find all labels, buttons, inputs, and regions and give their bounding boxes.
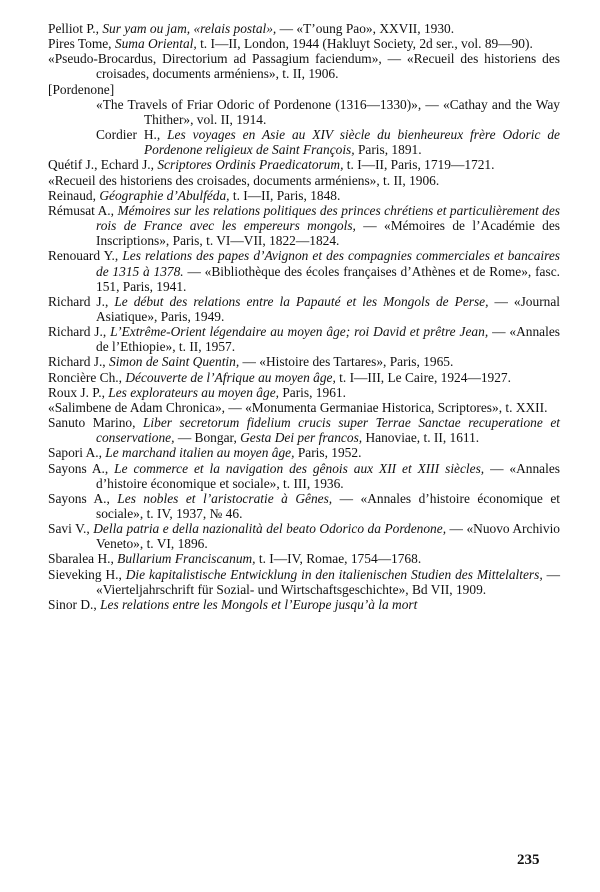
entry-text: Quétif J., Echard J., (48, 157, 158, 173)
entry-text: Pires Tome, (48, 36, 115, 52)
entry-text: Roncière Ch., (48, 369, 126, 385)
entry-text: Hanoviae, t. II, 1611. (362, 430, 480, 446)
entry-title-italic: Le marchand italien au moyen âge, (105, 445, 295, 461)
entry-text: — Bongar, (174, 430, 241, 446)
bibliography-entry (48, 173, 560, 188)
entry-title-italic: Scriptores Ordinis Praedicatorum, (157, 157, 344, 173)
entry-text: Richard J., (48, 293, 115, 309)
bibliography-entry (48, 324, 560, 354)
bibliography-entry (48, 461, 560, 491)
entry-title-italic: Sur yam ou jam, «relais postal», (102, 21, 277, 36)
entry-text: — «T’oung Pao», XXVII, 1930. (276, 21, 455, 36)
entry-title-italic: Géographie d’Abulféda, (99, 187, 230, 203)
entry-text: Rémusat A., (48, 202, 118, 218)
entry-text: Sayons A., (48, 460, 115, 476)
bibliography-subentry (48, 97, 560, 127)
entry-text: Richard J., (48, 324, 111, 340)
entry-title-italic: Le commerce et la navigation des gênois aux XII et XIII siècles, (114, 460, 485, 476)
entry-text: Sieveking H., (48, 566, 126, 582)
bibliography-entry (48, 445, 560, 460)
bibliography-entry (48, 248, 560, 293)
entry-text: «Recueil des historiens des croisades, documents arméniens», t. II, 1906. (48, 172, 440, 188)
entry-text: t. I—II, London, 1944 (Hakluyt Society, 2d ser., vol. 89—90). (196, 36, 533, 52)
entry-text: Sapori A., (48, 445, 106, 461)
entry-text: — «Vierteljahrschrift für Sozial- und Wirtschaftsgeschichte», Bd VII, 1909. (96, 566, 560, 597)
bibliography-entry (48, 415, 560, 445)
entry-title-italic: Gesta Dei per francos, (240, 430, 363, 446)
page-number: 235 (517, 852, 540, 868)
bibliography-entry (48, 82, 560, 97)
entry-text: «Salimbene de Adam Chronica», — «Monumenta Germaniae Historica, Scriptores», t. XXII. (48, 399, 548, 415)
bibliography-list (48, 21, 560, 612)
entry-text: Sayons A., (48, 490, 118, 506)
bibliography-entry (48, 385, 560, 400)
bibliography-entry (48, 294, 560, 324)
bibliography-entry (48, 521, 560, 551)
entry-text: t. I—IV, Romae, 1754—1768. (255, 551, 422, 567)
entry-text: Pelliot P., (48, 21, 103, 36)
entry-title-italic: Les explorateurs au moyen âge, (108, 384, 279, 400)
entry-title-italic: Bullarium Franciscanum, (117, 551, 256, 567)
entry-title-italic: Suma Oriental, (114, 36, 197, 52)
entry-text: Sinor D., (48, 596, 101, 612)
bibliography-entry (48, 203, 560, 248)
bibliography-entry (48, 51, 560, 81)
entry-title-italic: L’Extrême-Orient légendaire au moyen âge; roi David et prêtre Jean, (110, 324, 489, 340)
entry-title-italic: Les voyages en Asie au XIV siècle du bienheureux frère Odoric de Pordenone religieux de Saint François, (144, 127, 560, 158)
entry-text: Paris, 1891. (354, 142, 422, 158)
bibliography-entry (48, 36, 560, 51)
entry-title-italic: Liber secretorum fidelium crucis super Terrae Sanctae recuperatione et conservatione, (96, 415, 560, 446)
bibliography-subentry (48, 127, 560, 157)
entry-text: t. I—II, Paris, 1719—1721. (343, 157, 495, 173)
entry-text: Savi V., (48, 521, 94, 537)
entry-text: Renouard Y., (48, 248, 123, 264)
entry-title-italic: Della patria e della nazionalità del beato Odorico da Pordenone, (93, 521, 447, 537)
entry-title-italic: Die kapitalistische Entwicklung in den italienischen Studien des Mittelalters, (125, 566, 543, 582)
bibliography-entry (48, 597, 560, 612)
entry-title-italic: Les nobles et l’aristocratie à Gênes, (117, 490, 333, 506)
entry-text: [Pordenone] (48, 81, 115, 97)
bibliography-entry (48, 567, 560, 597)
entry-title-italic: Mémoires sur les relations politiques des princes chrétiens et particulièrement des rois de France avec les empereurs mongols, (96, 202, 561, 234)
entry-text: — «Bibliothèque des écoles françaises d’Athènes et de Rome», fasc. 151, Paris, 1941. (96, 263, 560, 294)
entry-text: Sanuto Marino, (48, 415, 143, 431)
entry-text: — «Mémoires de l’Académie des Inscriptions», Paris, t. VI—VII, 1822—1824. (96, 218, 560, 249)
entry-title-italic: Simon de Saint Quentin, (109, 354, 240, 370)
bibliography-entry (48, 370, 560, 385)
bibliography-entry (48, 157, 560, 172)
entry-text: Paris, 1961. (278, 384, 346, 400)
entry-text: Cordier H., (96, 127, 168, 143)
entry-text: Sbaralea H., (48, 551, 118, 567)
entry-text: Richard J., (48, 354, 109, 370)
bibliography-entry (48, 491, 560, 521)
entry-text: — «Histoire des Tartares», Paris, 1965. (239, 354, 454, 370)
entry-text: — «Journal Asiatique», Paris, 1949. (96, 293, 561, 324)
bibliography-entry (48, 400, 560, 415)
entry-text: — «Annales d’histoire économique et sociale», t. IV, 1937, № 46. (96, 490, 560, 521)
entry-title-italic: Les relations entre les Mongols et l’Europe jusqu’à la mort (100, 596, 418, 612)
entry-text: — «Annales de l’Ethiopie», t. II, 1957. (96, 324, 560, 355)
entry-text: — «Annales d’histoire économique et sociale», t. III, 1936. (96, 460, 560, 491)
entry-text: «Pseudo-Brocardus, Directorium ad Passagium faciendum», — «Recueil des historiens des croisades, documents arméniens», t. II, 1906. (48, 51, 560, 82)
entry-text: t. I—III, Le Caire, 1924—1927. (335, 369, 511, 385)
entry-text: — «Nuovo Archivio Veneto», t. VI, 1896. (96, 521, 560, 552)
bibliography-entry (48, 21, 560, 36)
entry-text: Reinaud, (48, 187, 100, 203)
bibliography-entry (48, 188, 560, 203)
bibliography-entry (48, 354, 560, 369)
entry-text: «The Travels of Friar Odoric of Pordenone (1316—1330)», — «Cathay and the Way Thither», vol. II, 1914. (96, 96, 560, 127)
entry-text: t. I—II, Paris, 1848. (229, 187, 341, 203)
entry-title-italic: Le début des relations entre la Papauté et les Mongols de Perse, (114, 293, 489, 309)
bibliography-entry (48, 551, 560, 566)
entry-text: Paris, 1952. (294, 445, 362, 461)
entry-title-italic: Les relations des papes d’Avignon et des compagnies commerciales et bancaires de 1315 à 1378. (96, 248, 560, 279)
entry-text: Roux J. P., (48, 384, 109, 400)
entry-title-italic: Découverte de l’Afrique au moyen âge, (125, 369, 336, 385)
